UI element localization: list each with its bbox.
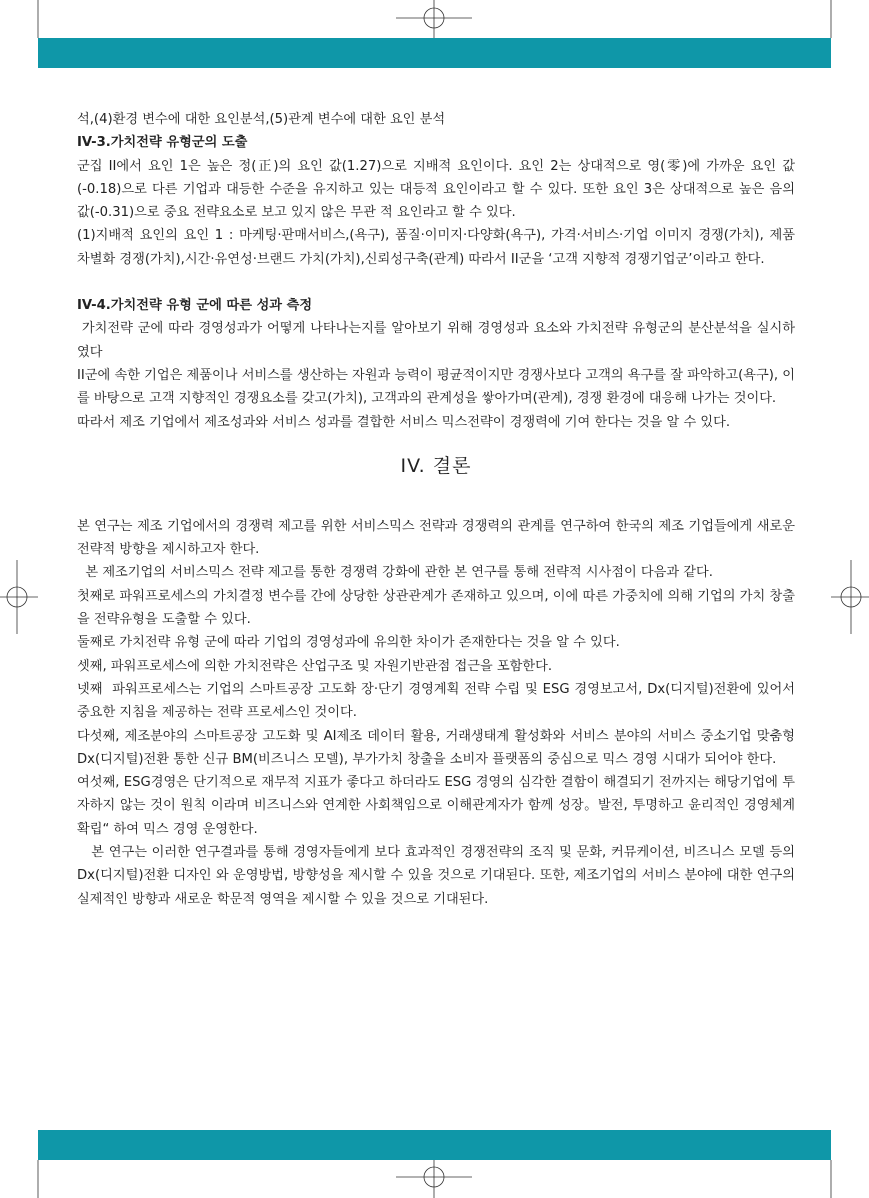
conclusion-paragraph: 여섯째, ESG경영은 단기적으로 재무적 지표가 좋다고 하더라도 ESG 경영의 심각한 결함이 해결되기 전까지는 해당기업에 투자하지 않는 것이 원칙 이라며 비즈니스와 연계한 사회책임으로 이해관계자가 함께 성장。발전, 투명하고 윤리적인 경영체계 확립“ 하여 믹스 경영 운영한다. [77,775,795,837]
conclusion-paragraph: 첫째로 파워프로세스의 가치결정 변수를 간에 상당한 상관관계가 존재하고 있으며, 이에 따른 가중치에 의해 기업의 가치 창출을 전략유형을 도출할 수 있다. [77,588,795,628]
section2-para3: 따라서 제조 기업에서 제조성과와 서비스 성과를 결합한 서비스 믹스전략이 경쟁력에 기여 한다는 것을 알 수 있다. [77,414,731,430]
section2-para2: II군에 속한 기업은 제품이나 서비스를 생산하는 자원과 능력이 평균적이지만 경쟁사보다 고객의 욕구를 잘 파악하고(욕구), 이를 바탕으로 고객 지향적인 경쟁요소를 갖고(가치), 고객과의 관계성을 쌓아가며(관계), 경쟁 환경에 대응해 나가는 것이다. [77,367,795,407]
conclusion-paragraph: 본 제조기업의 서비스믹스 전략 제고를 통한 경쟁력 강화에 관한 본 연구를 통해 전략적 시사점이 다음과 같다. [77,565,713,581]
crosshair-right [831,560,869,634]
conclusion-paragraph: 본 연구는 제조 기업에서의 경쟁력 제고를 위한 서비스믹스 전략과 경쟁력의 관계를 연구하여 한국의 제조 기업들에게 새로운 전략적 방향을 제시하고자 한다. [77,518,795,558]
page-content [77,108,800,911]
crosshair-bottom [396,1160,472,1198]
header-band [38,38,831,68]
section1-para1: 군집 II에서 요인 1은 높은 정(正)의 요인 값(1.27)으로 지배적 요인이다. 요인 2는 상대적으로 영(零)에 가까운 요인 값(-0.18)으로 다른 기업과 대등한 수준을 유지하고 있는 대등적 요인이라고 할 수 있다. 또한 요인 3은 상대적으로 높은 음의 값(-0.31)으로 중요 전략요소로 보고 있지 않은 무관 적 요인라고 할 수 있다. [77,158,795,221]
section2-heading: IV-4.가치전략 유형 군에 따른 성과 측정 [77,298,313,314]
conclusion-paragraph: 본 연구는 이러한 연구결과를 통해 경영자들에게 보다 효과적인 경쟁전략의 조직 및 문화, 커뮤케이션, 비즈니스 모델 등의 Dx(디지털)전환 디자인 와 운영방법, 방향성을 제시할 수 있을 것으로 기대된다. 또한, 제조기업의 서비스 분야에 대한 연구의 실제적인 방향과 새로운 학문적 영역을 제시할 수 있을 것으로 기대된다. [77,845,800,907]
conclusion-paragraph: 셋째, 파워프로세스에 의한 가치전략은 산업구조 및 자원기반관점 접근을 포함한다. [77,658,553,674]
crosshair-left [0,560,38,634]
conclusion-title: IV. 결론 [400,454,472,477]
section1-lead: 석,(4)환경 변수에 대한 요인분석,(5)관계 변수에 대한 요인 분석 [77,112,446,127]
conclusion-paragraph: 넷째 파워프로세스는 기업의 스마트공장 고도화 장·단기 경영계획 전략 수립 및 ESG 경영보고서, Dx(디지털)전환에 있어서 중요한 지침을 제공하는 전략 프로세스인 것이다. [77,681,800,721]
conclusion-paragraph: 둘째로 가치전략 유형 군에 따라 기업의 경영성과에 유의한 차이가 존재한다는 것을 알 수 있다. [77,635,620,651]
footer-band [38,1130,831,1160]
section2-para1: 가치전략 군에 따라 경영성과가 어떻게 나타나는지를 알아보기 위해 경영성과 요소와 가치전략 유형군의 분산분석을 실시하였다 [77,321,795,360]
section1-para2: (1)지배적 요인의 요인 1 : 마케팅·판매서비스,(욕구), 품질·이미지·다양화(욕구), 가격·서비스·기업 이미지 경쟁(가치), 제품 차별화 경쟁(가치),시간·유연성·브랜드 가치(가치),신뢰성구축(관계) 따라서 II군을 ‘고객 지향적 경쟁기업군’이라고 한다. [77,228,795,267]
crosshair-top [396,0,472,38]
section1-heading: IV-3.가치전략 유형군의 도출 [77,135,248,151]
conclusion-paragraph: 다섯째, 제조분야의 스마트공장 고도화 및 AI제조 데이터 활용, 거래생태계 활성화와 서비스 분야의 서비스 중소기업 맞춤형 Dx(디지털)전환 통한 신규 BM(비즈니스 모델), 부가가치 창출을 소비자 플랫폼의 중심으로 믹스 경영 시대가 되어야 한다. [77,728,795,767]
